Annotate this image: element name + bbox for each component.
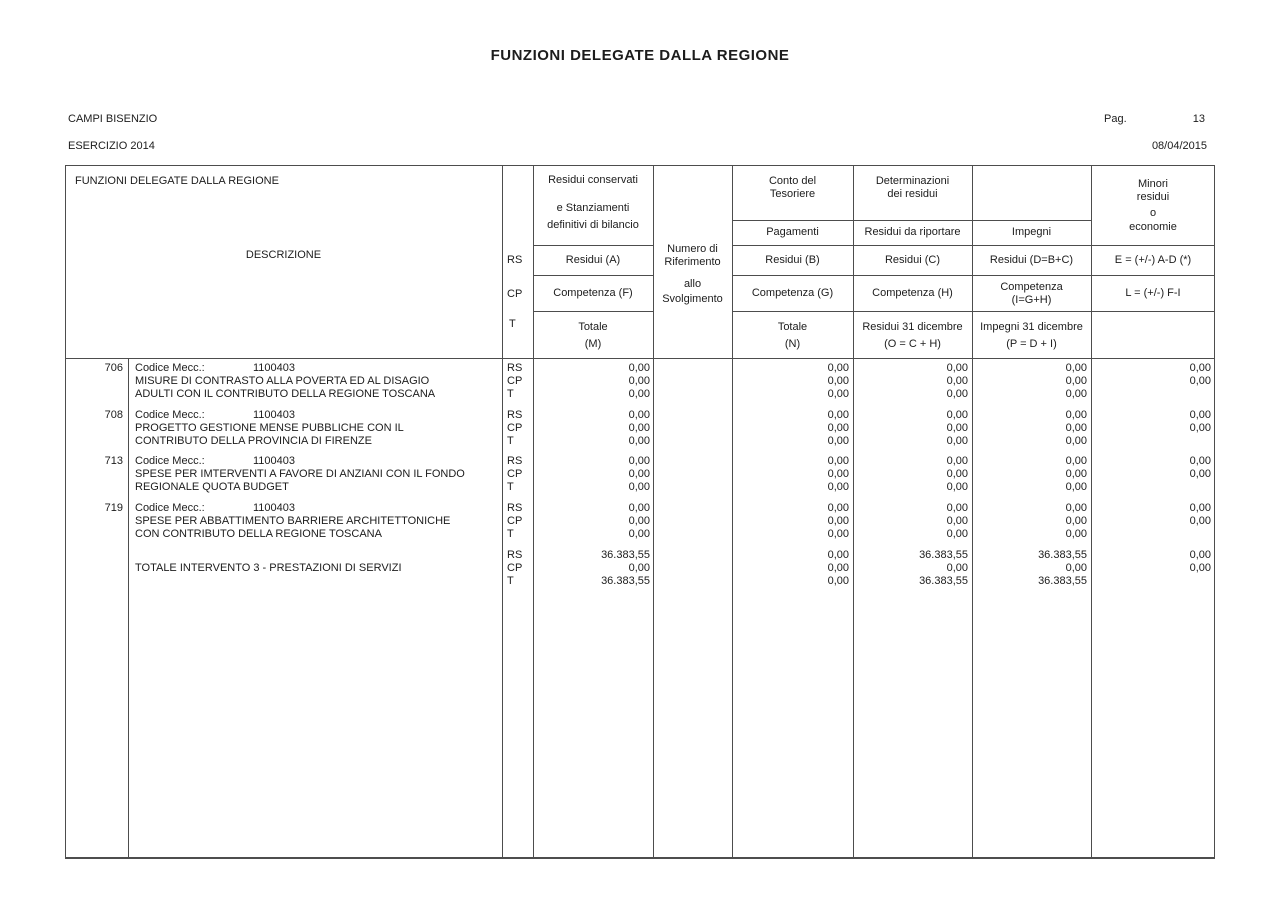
row-number: 719 xyxy=(104,502,123,514)
value: 0,00 xyxy=(1065,515,1087,527)
grid-line xyxy=(533,311,653,312)
value: 0,00 xyxy=(946,528,968,540)
rs-label: RS xyxy=(507,362,523,374)
column-header-impegni-31-dic: Impegni 31 dicembre xyxy=(980,321,1083,333)
value: 0,00 xyxy=(1065,528,1087,540)
column-header-totale-m: (M) xyxy=(584,338,602,350)
value: 0,00 xyxy=(1065,422,1087,434)
rs-cp-t-labels xyxy=(507,362,531,401)
value: 0,00 xyxy=(827,515,849,527)
column-header-numero: Svolgimento xyxy=(662,293,723,305)
value: 0,00 xyxy=(827,388,849,400)
value: 0,00 xyxy=(1065,502,1087,514)
grid-line xyxy=(65,165,66,858)
cp-label: CP xyxy=(507,515,523,527)
value: 0,00 xyxy=(1189,515,1211,527)
table-region-title: FUNZIONI DELEGATE DALLA REGIONE xyxy=(75,175,279,187)
value: 0,00 xyxy=(946,515,968,527)
report-date: 08/04/2015 xyxy=(1151,140,1207,152)
grid-line xyxy=(732,245,1215,246)
description-line: PROGETTO GESTIONE MENSE PUBBLICHE CON IL xyxy=(135,422,404,434)
grid-line xyxy=(65,165,1215,166)
value: 0,00 xyxy=(1065,562,1087,574)
code-label: Codice Mecc.: xyxy=(135,502,205,514)
column-header-rs: RS xyxy=(507,254,523,266)
description-line: MISURE DI CONTRASTO ALLA POVERTA ED AL DISAGIO xyxy=(135,375,430,387)
description-line: CON CONTRIBUTO DELLA REGIONE TOSCANA xyxy=(135,528,382,540)
value: 0,00 xyxy=(827,409,849,421)
value: 0,00 xyxy=(628,388,650,400)
column-header-b-group: Tesoriere xyxy=(769,188,816,200)
value: 0,00 xyxy=(827,528,849,540)
column-header-competenza-f: Competenza (F) xyxy=(553,287,633,299)
budget-table xyxy=(65,165,1215,859)
value: 0,00 xyxy=(827,435,849,447)
column-header-a-group: Residui conservati xyxy=(548,174,638,186)
column-header-descrizione: DESCRIZIONE xyxy=(245,249,322,261)
grid-line xyxy=(732,275,1215,276)
total-values-minori xyxy=(1094,549,1211,575)
value: 0,00 xyxy=(946,422,968,434)
description-line: SPESE PER IMTERVENTI A FAVORE DI ANZIANI CON IL FONDO xyxy=(135,468,465,480)
grid-line xyxy=(533,275,653,276)
column-header-residui-31-dic: (O = C + H) xyxy=(884,338,941,350)
value: 0,00 xyxy=(1065,388,1087,400)
code-line xyxy=(135,409,497,422)
value: 0,00 xyxy=(1065,468,1087,480)
value: 0,00 xyxy=(628,409,650,421)
value: 0,00 xyxy=(1065,481,1087,493)
column-header-formula-e: E = (+/-) A-D (*) xyxy=(1114,254,1192,266)
description-line: SPESE PER ABBATTIMENTO BARRIERE ARCHITETTONICHE xyxy=(135,515,451,527)
value: 0,00 xyxy=(1065,362,1087,374)
grid-line xyxy=(972,165,973,858)
value: 36.383,55 xyxy=(601,549,650,561)
value: 0,00 xyxy=(946,362,968,374)
value: 0,00 xyxy=(1189,502,1211,514)
value: 0,00 xyxy=(946,375,968,387)
column-header-residui-c: Residui (C) xyxy=(884,254,940,266)
code-value: 1100403 xyxy=(253,409,296,421)
value: 0,00 xyxy=(946,562,968,574)
value: 0,00 xyxy=(946,468,968,480)
column-header-residui-a: Residui (A) xyxy=(565,254,621,266)
grid-line xyxy=(732,220,1091,221)
column-header-impegni-31-dic: (P = D + I) xyxy=(1006,338,1057,350)
value: 0,00 xyxy=(628,362,650,374)
grid-line xyxy=(533,165,534,858)
grid-line xyxy=(732,165,733,858)
value: 0,00 xyxy=(946,409,968,421)
grid-line xyxy=(65,857,1215,859)
column-header-a-group: e Stanziamenti xyxy=(556,202,630,214)
value: 0,00 xyxy=(1065,409,1087,421)
cp-label: CP xyxy=(507,468,523,480)
page-number-label: Pag. xyxy=(1104,113,1127,125)
column-header-t: T xyxy=(509,318,516,330)
column-header-c-group: Determinazioni xyxy=(875,175,950,187)
total-values-residui-a xyxy=(535,549,650,588)
code-label: Codice Mecc.: xyxy=(135,409,205,421)
column-header-totale-n: Totale xyxy=(777,321,808,333)
grid-line xyxy=(1091,165,1092,858)
t-label: T xyxy=(507,435,514,447)
rs-cp-t-labels xyxy=(507,549,531,588)
code-line xyxy=(135,455,497,468)
value: 0,00 xyxy=(1189,409,1211,421)
column-header-residui-riportare: Residui da riportare xyxy=(864,226,961,238)
value: 0,00 xyxy=(827,575,849,587)
row-number: 706 xyxy=(104,362,123,374)
row-description xyxy=(135,502,497,541)
row-description xyxy=(135,409,497,448)
cp-label: CP xyxy=(507,375,523,387)
page-title: FUNZIONI DELEGATE DALLA REGIONE xyxy=(490,47,790,64)
values-determinazioni xyxy=(855,409,968,448)
column-header-totale-n: (N) xyxy=(784,338,801,350)
value: 0,00 xyxy=(628,375,650,387)
row-description xyxy=(135,362,497,401)
grid-line xyxy=(732,311,1215,312)
column-header-impegni: Impegni xyxy=(1011,226,1052,238)
grid-line xyxy=(128,358,129,858)
column-header-a-group: definitivi di bilancio xyxy=(547,219,639,231)
value: 0,00 xyxy=(827,422,849,434)
values-impegni xyxy=(974,502,1087,541)
value: 0,00 xyxy=(1189,549,1211,561)
rs-label: RS xyxy=(507,549,523,561)
municipality-label: CAMPI BISENZIO xyxy=(68,113,158,125)
rs-cp-t-labels xyxy=(507,502,531,541)
code-line xyxy=(135,502,497,515)
value: 0,00 xyxy=(628,468,650,480)
rs-cp-t-labels xyxy=(507,409,531,448)
column-header-residui-31-dic: Residui 31 dicembre xyxy=(862,321,963,333)
column-header-competenza-i: Competenza xyxy=(1000,281,1063,293)
values-tesoriere xyxy=(734,362,849,401)
code-label: Codice Mecc.: xyxy=(135,362,205,374)
value: 0,00 xyxy=(1065,375,1087,387)
column-header-competenza-h: Competenza (H) xyxy=(872,287,953,299)
grid-line xyxy=(1214,165,1215,858)
value: 0,00 xyxy=(1065,455,1087,467)
value: 0,00 xyxy=(628,422,650,434)
total-values-impegni xyxy=(974,549,1087,588)
column-header-b-group: Conto del xyxy=(768,175,817,187)
t-label: T xyxy=(507,528,514,540)
value: 0,00 xyxy=(1189,362,1211,374)
value: 0,00 xyxy=(628,481,650,493)
description-line: ADULTI CON IL CONTRIBUTO DELLA REGIONE TOSCANA xyxy=(135,388,436,400)
cp-label: CP xyxy=(507,562,523,574)
grid-line xyxy=(533,245,653,246)
value: 0,00 xyxy=(1189,422,1211,434)
column-header-competenza-g: Competenza (G) xyxy=(751,287,834,299)
values-tesoriere xyxy=(734,502,849,541)
rs-label: RS xyxy=(507,409,523,421)
column-header-cp: CP xyxy=(507,288,523,300)
column-header-pagamenti: Pagamenti xyxy=(766,226,819,238)
value: 0,00 xyxy=(827,362,849,374)
column-header-competenza-i: (I=G+H) xyxy=(1011,294,1052,306)
values-tesoriere xyxy=(734,455,849,494)
value: 0,00 xyxy=(1189,562,1211,574)
column-header-e-group: residui xyxy=(1136,191,1170,203)
values-determinazioni xyxy=(855,502,968,541)
value: 36.383,55 xyxy=(1038,549,1087,561)
value: 36.383,55 xyxy=(1038,575,1087,587)
values-minori xyxy=(1094,455,1211,481)
value: 0,00 xyxy=(1189,468,1211,480)
description-line: REGIONALE QUOTA BUDGET xyxy=(135,481,289,493)
rs-cp-t-labels xyxy=(507,455,531,494)
code-label: Codice Mecc.: xyxy=(135,455,205,467)
values-residui-a xyxy=(535,362,650,401)
values-determinazioni xyxy=(855,455,968,494)
value: 0,00 xyxy=(628,515,650,527)
value: 0,00 xyxy=(946,388,968,400)
page-number: 13 xyxy=(1192,113,1205,125)
column-header-e-group: Minori xyxy=(1138,178,1168,190)
column-header-residui-d: Residui (D=B+C) xyxy=(989,254,1074,266)
value: 0,00 xyxy=(1065,435,1087,447)
value: 0,00 xyxy=(628,455,650,467)
column-header-residui-b: Residui (B) xyxy=(765,254,820,266)
value: 0,00 xyxy=(946,481,968,493)
values-minori xyxy=(1094,362,1211,388)
row-number: 708 xyxy=(104,409,123,421)
values-minori xyxy=(1094,409,1211,435)
value: 0,00 xyxy=(827,562,849,574)
column-header-e-group: o xyxy=(1149,207,1157,219)
value: 0,00 xyxy=(628,562,650,574)
code-value: 1100403 xyxy=(253,502,296,514)
code-line xyxy=(135,362,497,375)
t-label: T xyxy=(507,481,514,493)
values-residui-a xyxy=(535,455,650,494)
total-values-determinazioni xyxy=(855,549,968,588)
total-row-label: TOTALE INTERVENTO 3 - PRESTAZIONI DI SERVIZI xyxy=(135,562,402,574)
cp-label: CP xyxy=(507,422,523,434)
value: 0,00 xyxy=(946,435,968,447)
description-line: CONTRIBUTO DELLA PROVINCIA DI FIRENZE xyxy=(135,435,372,447)
value: 0,00 xyxy=(827,375,849,387)
value: 0,00 xyxy=(827,502,849,514)
value: 0,00 xyxy=(827,549,849,561)
column-header-formula-l: L = (+/-) F-I xyxy=(1125,287,1181,299)
values-impegni xyxy=(974,409,1087,448)
grid-line xyxy=(853,165,854,858)
value: 36.383,55 xyxy=(601,575,650,587)
value: 0,00 xyxy=(827,481,849,493)
rs-label: RS xyxy=(507,502,523,514)
value: 0,00 xyxy=(946,455,968,467)
value: 0,00 xyxy=(628,528,650,540)
value: 0,00 xyxy=(827,468,849,480)
value: 0,00 xyxy=(628,435,650,447)
value: 0,00 xyxy=(946,502,968,514)
exercise-label: ESERCIZIO 2014 xyxy=(68,140,155,152)
row-number: 713 xyxy=(104,455,123,467)
values-determinazioni xyxy=(855,362,968,401)
value: 0,00 xyxy=(1189,375,1211,387)
column-header-totale-m: Totale xyxy=(578,321,608,333)
values-residui-a xyxy=(535,409,650,448)
value: 0,00 xyxy=(628,502,650,514)
values-tesoriere xyxy=(734,409,849,448)
column-header-numero: Numero di xyxy=(667,243,718,255)
code-value: 1100403 xyxy=(253,455,296,467)
rs-label: RS xyxy=(507,455,523,467)
code-value: 1100403 xyxy=(253,362,296,374)
grid-line xyxy=(502,165,503,858)
value: 0,00 xyxy=(1189,455,1211,467)
grid-line xyxy=(65,358,1215,359)
t-label: T xyxy=(507,575,514,587)
total-values-tesoriere xyxy=(734,549,849,588)
values-impegni xyxy=(974,455,1087,494)
values-minori xyxy=(1094,502,1211,528)
t-label: T xyxy=(507,388,514,400)
value: 36.383,55 xyxy=(919,575,968,587)
column-header-e-group: economie xyxy=(1129,221,1177,233)
value: 0,00 xyxy=(827,455,849,467)
values-residui-a xyxy=(535,502,650,541)
column-header-numero: allo xyxy=(683,278,702,290)
column-header-numero: Riferimento xyxy=(664,256,721,268)
value: 36.383,55 xyxy=(919,549,968,561)
column-header-c-group: dei residui xyxy=(887,188,938,200)
row-description xyxy=(135,455,497,494)
values-impegni xyxy=(974,362,1087,401)
